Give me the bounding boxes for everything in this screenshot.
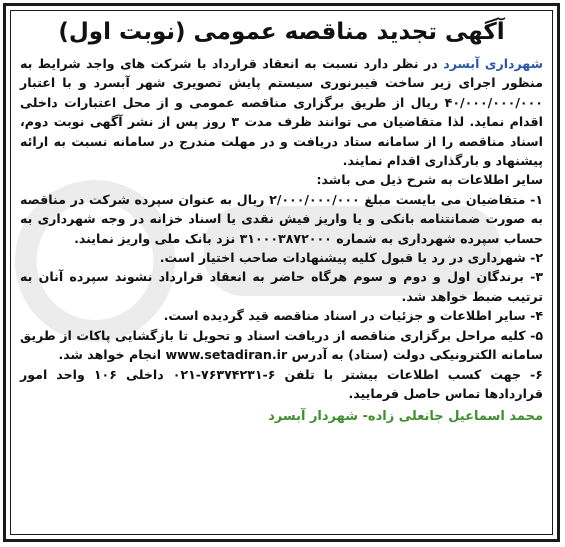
intro-paragraph (20, 54, 543, 170)
notice-frame (3, 3, 560, 542)
notice-title: آگهی تجدید مناقصه عمومی (نوبت اول) (58, 19, 505, 45)
list-item: ۶- جهت کسب اطلاعات بیشتر با تلفن ۶-۷۶۳۷۴۲۳۱-۰۲۱ داخلی ۱۰۶ واحد امور قراردادها تماس حاصل فرمایید. (20, 366, 543, 401)
list-item: ۴- سایر اطلاعات و جزئیات در اسناد مناقصه قید گردیده است. (163, 308, 543, 324)
signature: محمد اسماعیل جانعلی زاده- شهردار آبسرد (268, 409, 543, 425)
other-info-heading: سایر اطلاعات به شرح ذیل می باشد: (316, 172, 543, 188)
list-item: ۵- کلیه مراحل برگزاری مناقصه از دریافت اسناد و تحویل تا بازگشایی پاکات از طریق سامانه الکترونیکی دولت (ستاد) به آدرس www.setadiran.ir انجام خواهد شد. (20, 327, 543, 363)
list-item: ۳- برندگان اول و دوم و سوم هرگاه حاضر به انعقاد قرارداد نشوند سپرده آنان به ترتیب ضبط خواهد شد. (20, 269, 543, 304)
intro-text: در نظر دارد نسبت به انعقاد قرارداد با شرکت های واجد شرایط به منظور اجرای زیر ساخت فیبرنوری سیستم پایش تصویری شهر آبسرد و با اعتبار ۴۰/۰۰۰/۰۰۰/۰۰۰ ریال از طریق برگزاری مناقصه عمومی و از محل اعتبارات داخلی اقدام نماید. لذا متقاضیان می توانند ظرف مدت ۳ روز پس از نشر آگهی نوبت دوم، اسناد مناقصه را از سامانه ستاد دریافت و در مهلت مندرج در سامانه نسبت به ارائه پیشنهاد و بارگذاری اقدام نمایند. (20, 56, 543, 169)
list-item: ۲- شهرداری در رد یا قبول کلیه پیشنهادات صاحب اختیار است. (159, 250, 543, 266)
notice-body (20, 12, 543, 533)
list-item: ۱- متقاضیان می بایست مبلغ ۲/۰۰۰/۰۰۰/۰۰۰ ریال به عنوان سپرده شرکت در مناقصه به صورت ضمانتنامه بانکی و یا واریز فیش نقدی یا اسناد خزانه در وجه شهرداری به حساب سپرده شهرداری به شماره ۳۱۰۰۰۳۸۷۲۰۰۰ نزد بانک ملی واریز نمایند. (20, 191, 543, 246)
intro-org-name: شهرداری آبسرد (443, 56, 544, 71)
